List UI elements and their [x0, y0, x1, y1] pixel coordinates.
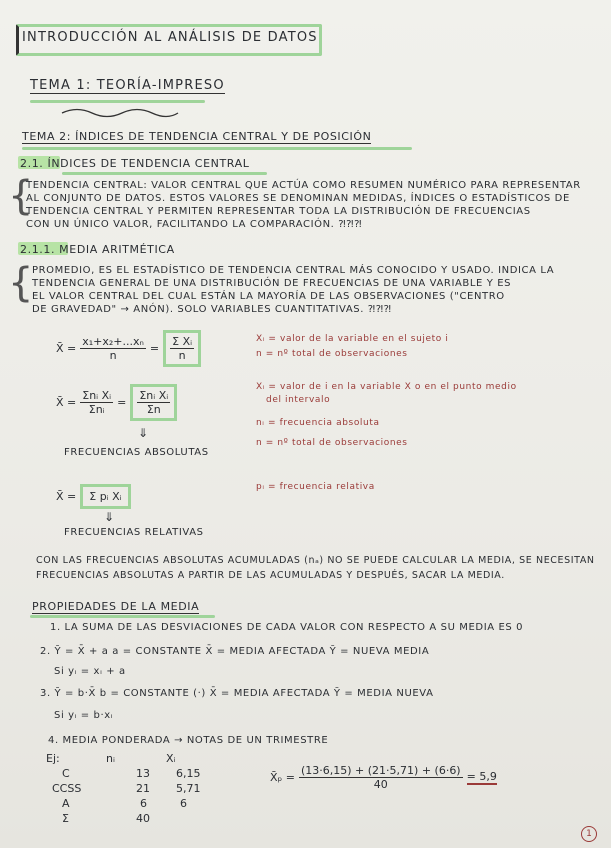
wavy-line [60, 106, 180, 120]
f1-box-den: n [178, 349, 186, 362]
note-5: n = nº total de observaciones [256, 438, 408, 448]
weighted-formula [270, 764, 497, 791]
td-r1-c1: C [62, 767, 70, 780]
s21-heading: 2.1. ÍNDICES DE TENDENCIA CENTRAL [20, 157, 250, 170]
page-number: 1 [581, 826, 597, 842]
td-r1-c3: 6,15 [176, 767, 201, 780]
note-3b: del intervalo [266, 395, 331, 405]
f2-box-num: Σnᵢ Xᵢ [139, 389, 169, 402]
prop-1: 1. LA SUMA DE LAS DESVIACIONES DE CADA VALOR CON RESPECTO A SU MEDIA ES 0 [50, 622, 524, 633]
prop-underline [30, 615, 215, 618]
td-r1-c2: 13 [136, 767, 150, 780]
s211-heading: 2.1.1. MEDIA ARITMÉTICA [20, 243, 175, 256]
td-r3-c1: A [62, 797, 70, 810]
f2-num: Σnᵢ Xᵢ [82, 389, 112, 402]
f1-num: x₁+x₂+...xₙ [82, 335, 144, 348]
td-r2-c1: CCSS [52, 782, 82, 795]
wm-lhs: X̄ₚ = [270, 771, 295, 784]
td-r4-c1: Σ [62, 812, 69, 825]
prop-2: 2. Ȳ = X̄ + a a = CONSTANTE X̄ = MEDIA AFECTADA Ȳ = NUEVA MEDIA [40, 646, 430, 657]
xbar-2: X̄ = [56, 396, 77, 409]
td-r3-c2: 6 [140, 797, 147, 810]
formula-1: X̄ = $\frac{\text{x₁+x₂+...xₙ}}{n}$ = $\frac{\text{Σ Xᵢ}}{n}$ [56, 330, 205, 367]
th-ej: Ej: [46, 752, 60, 765]
abs-label: FRECUENCIAS ABSOLUTAS [64, 447, 209, 458]
f2-box-den: Σn [146, 403, 161, 416]
prop-3b: Si yᵢ = b·xᵢ [54, 710, 114, 721]
wm-result: = 5,9 [466, 770, 497, 783]
note-3: Xᵢ = valor de i en la variable X o en el punto medio [256, 382, 517, 392]
xbar-3: X̄ = [56, 490, 77, 503]
tema1-green-underline [30, 100, 205, 103]
wm-num: (13·6,15) + (21·5,71) + (6·6) [300, 764, 461, 777]
xbar-1: X̄ = [56, 342, 77, 355]
media-def-4: DE GRAVEDAD" → ANÓN). SOLO VARIABLES CUANTITATIVAS. ⁈⁈⁈ [32, 304, 392, 315]
rel-label: FRECUENCIAS RELATIVAS [64, 527, 204, 538]
media-brace: { [8, 260, 34, 306]
formula-2: X̄ = $\frac{\text{Σnᵢ Xᵢ}}{\text{Σnᵢ}}$ = $\frac{\text{Σnᵢ Xᵢ}}{\Sigma n}$ [56, 384, 181, 421]
note-4: nᵢ = frecuencia absoluta [256, 418, 380, 428]
note-2: n = nº total de observaciones [256, 349, 408, 359]
f2-den: Σnᵢ [88, 403, 105, 416]
td-r4-c3 [166, 812, 226, 825]
th-xi: Xᵢ [166, 752, 176, 765]
def-line-4: CON UN ÚNICO VALOR, FACILITANDO LA COMPARACIÓN. ⁈⁈⁈ [26, 219, 363, 230]
prop-3: 3. Ȳ = b·X̄ b = CONSTANTE (·) X̄ = MEDIA AFECTADA Ȳ = MEDIA NUEVA [40, 688, 434, 699]
def-line-1: TENDENCIA CENTRAL: VALOR CENTRAL QUE ACTÚA COMO RESUMEN NUMÉRICO PARA REPRESENTAR [26, 180, 581, 191]
page-title: INTRODUCCIÓN AL ANÁLISIS DE DATOS [22, 30, 318, 45]
th-ni: nᵢ [106, 752, 115, 765]
td-r4-c2: 40 [136, 812, 150, 825]
td-r2-c2: 21 [136, 782, 150, 795]
td-r2-c3: 5,71 [176, 782, 201, 795]
td-r3-c3: 6 [180, 797, 187, 810]
media-def-1: PROMEDIO, ES EL ESTADÍSTICO DE TENDENCIA CENTRAL MÁS CONOCIDO Y USADO. INDICA LA [32, 265, 555, 276]
f1-box-num: Σ Xᵢ [172, 335, 193, 348]
def-brace: { [8, 173, 34, 219]
note-1: Xᵢ = valor de la variable en el sujeto i [256, 334, 449, 344]
prop-title: PROPIEDADES DE LA MEDIA [32, 600, 200, 613]
media-def-2: TENDENCIA GENERAL DE UNA DISTRIBUCIÓN DE FRECUENCIAS DE UNA VARIABLE Y ES [32, 278, 512, 289]
f3-box: Σ pᵢ Xᵢ [80, 484, 130, 509]
tema1-heading: TEMA 1: TEORÍA-IMPRESO [30, 78, 225, 93]
prop-2b: Si yᵢ = xᵢ + a [54, 666, 126, 677]
acc-line-1: CON LAS FRECUENCIAS ABSOLUTAS ACUMULADAS (nₐ) NO SE PUEDE CALCULAR LA MEDIA, SE NECESITAN [36, 555, 595, 566]
down-arrow-icon-2: ⇓ [104, 510, 115, 524]
title-frame [16, 24, 322, 56]
formula-3 [56, 484, 131, 509]
tema2-heading: TEMA 2: ÍNDICES DE TENDENCIA CENTRAL Y DE POSICIÓN [22, 130, 372, 143]
def-line-3: TENDENCIA CENTRAL Y PERMITEN REPRESENTAR TODA LA DISTRIBUCIÓN DE FRECUENCIAS [26, 206, 531, 217]
media-def-3: EL VALOR CENTRAL DEL CUAL ESTÁN LA MAYORÍA DE LAS OBSERVACIONES ("CENTRO [32, 291, 505, 302]
prop-4: 4. MEDIA PONDERADA → NOTAS DE UN TRIMESTRE [48, 735, 329, 746]
weighted-table [46, 752, 226, 825]
note-6: pᵢ = frecuencia relativa [256, 482, 375, 492]
wm-den: 40 [373, 778, 388, 791]
def-line-2: AL CONJUNTO DE DATOS. ESTOS VALORES SE DENOMINAN MEDIDAS, ÍNDICES O ESTADÍSTICOS DE [26, 193, 570, 204]
f1-den: n [109, 349, 117, 362]
tema2-green-underline [22, 147, 412, 150]
s21-underline [62, 172, 267, 175]
down-arrow-icon: ⇓ [138, 426, 149, 440]
acc-line-2: FRECUENCIAS ABSOLUTAS A PARTIR DE LAS ACUMULADAS Y DESPUÉS, SACAR LA MEDIA. [36, 570, 505, 581]
